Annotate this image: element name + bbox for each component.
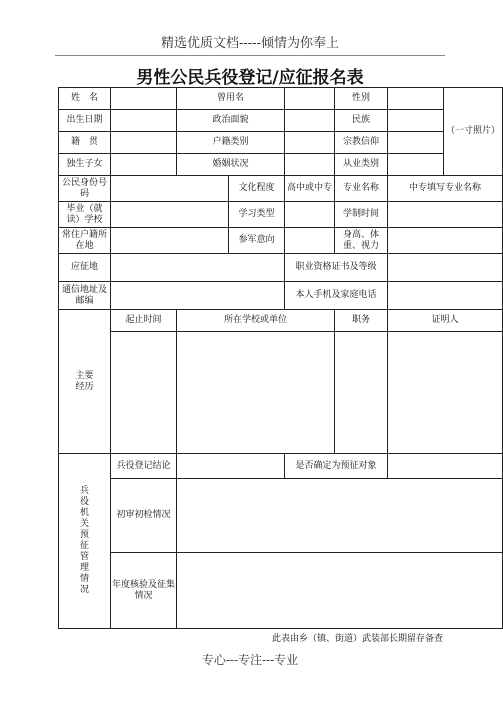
registration-form [58,87,503,629]
name-label: 姓 名 [59,88,111,110]
school-field[interactable] [111,202,229,228]
household-type-label: 户籍类别 [177,132,285,154]
birth-date-field[interactable] [111,110,177,132]
page-footer: 专心---专注---专业 [201,653,299,667]
contact-field[interactable] [388,282,503,310]
initial-check-field[interactable] [177,479,503,553]
study-type-label: 学习类型 [229,202,285,228]
major-field[interactable]: 中专填写专业名称 [388,176,503,202]
household-address-label: 常住户籍所在地 [59,228,111,254]
birth-date-label: 出生日期 [59,110,111,132]
native-place-label: 籍 贯 [59,132,111,154]
study-years-label: 学制时间 [335,202,388,228]
experience-label: 主要经历 [59,310,111,454]
id-number-label: 公民身份号 码 [59,176,111,202]
occupation-type-label: 从业类别 [335,154,388,176]
mailing-address-label: 通信地址及邮编 [59,282,111,310]
position-header: 职务 [335,310,388,332]
enlist-place-label: 应征地 [59,254,111,282]
study-years-field[interactable] [388,202,503,228]
native-place-field[interactable] [111,132,177,154]
experience-time-field[interactable] [111,332,177,454]
school-unit-header: 所在学校或单位 [177,310,335,332]
former-name-label: 曾用名 [177,88,285,110]
ethnicity-label: 民族 [335,110,388,132]
household-type-field[interactable] [285,132,335,154]
enlist-intention-label: 参军意向 [229,228,285,254]
retention-note: 此表由乡（镇、街道）武装部长期留存备查 [271,634,443,644]
political-field[interactable] [285,110,335,132]
experience-position-field[interactable] [335,332,388,454]
mailing-address-field[interactable] [111,282,285,310]
enlist-place-field[interactable] [111,254,285,282]
qualification-field[interactable] [388,254,503,282]
only-child-field[interactable] [111,154,177,176]
study-type-field[interactable] [285,202,335,228]
name-field[interactable] [111,88,177,110]
experience-unit-field[interactable] [177,332,335,454]
religion-label: 宗教信仰 [335,132,388,154]
page-header: 精选优质文档-----倾情为你奉上 [161,36,339,51]
qualification-label: 职业资格证书及等级 [285,254,388,282]
contact-label: 本人手机及家庭电话 [285,282,388,310]
military-management-label: 兵役机关预征管理情况 [59,454,111,629]
only-child-label: 独生子女 [59,154,111,176]
school-label: 毕业（就读）学校 [59,202,111,228]
education-field[interactable]: 高中或中专 [285,176,335,202]
former-name-field[interactable] [285,88,335,110]
body-stats-label: 身高、体重、视力 [335,228,388,254]
religion-field[interactable] [388,132,444,154]
gender-label: 性别 [335,88,388,110]
enlist-intention-field[interactable] [285,228,335,254]
id-number-field[interactable] [111,176,229,202]
pre-enlist-target-label: 是否确定为预征对象 [285,454,388,479]
registration-conclusion-label: 兵役登记结论 [111,454,177,479]
header-divider [55,55,445,56]
experience-witness-field[interactable] [388,332,503,454]
annual-check-label: 年度核验及征集情况 [111,553,177,629]
marital-field[interactable] [285,154,335,176]
witness-header: 证明人 [388,310,503,332]
education-label: 文化程度 [229,176,285,202]
pre-enlist-target-field[interactable] [388,454,503,479]
political-label: 政治面貌 [177,110,285,132]
ethnicity-field[interactable] [388,110,444,132]
photo-box[interactable]: （一寸照片） [444,88,503,176]
marital-label: 婚姻状况 [177,154,285,176]
occupation-type-field[interactable] [388,154,444,176]
body-stats-field[interactable] [388,228,503,254]
gender-field[interactable] [388,88,444,110]
form-title: 男性公民兵役登记/应征报名表 [136,68,364,88]
initial-check-label: 初审初检情况 [111,479,177,553]
major-label: 专业名称 [335,176,388,202]
annual-check-field[interactable] [177,553,503,629]
start-end-time-header: 起止时间 [111,310,177,332]
household-address-field[interactable] [111,228,229,254]
registration-conclusion-field[interactable] [177,454,285,479]
